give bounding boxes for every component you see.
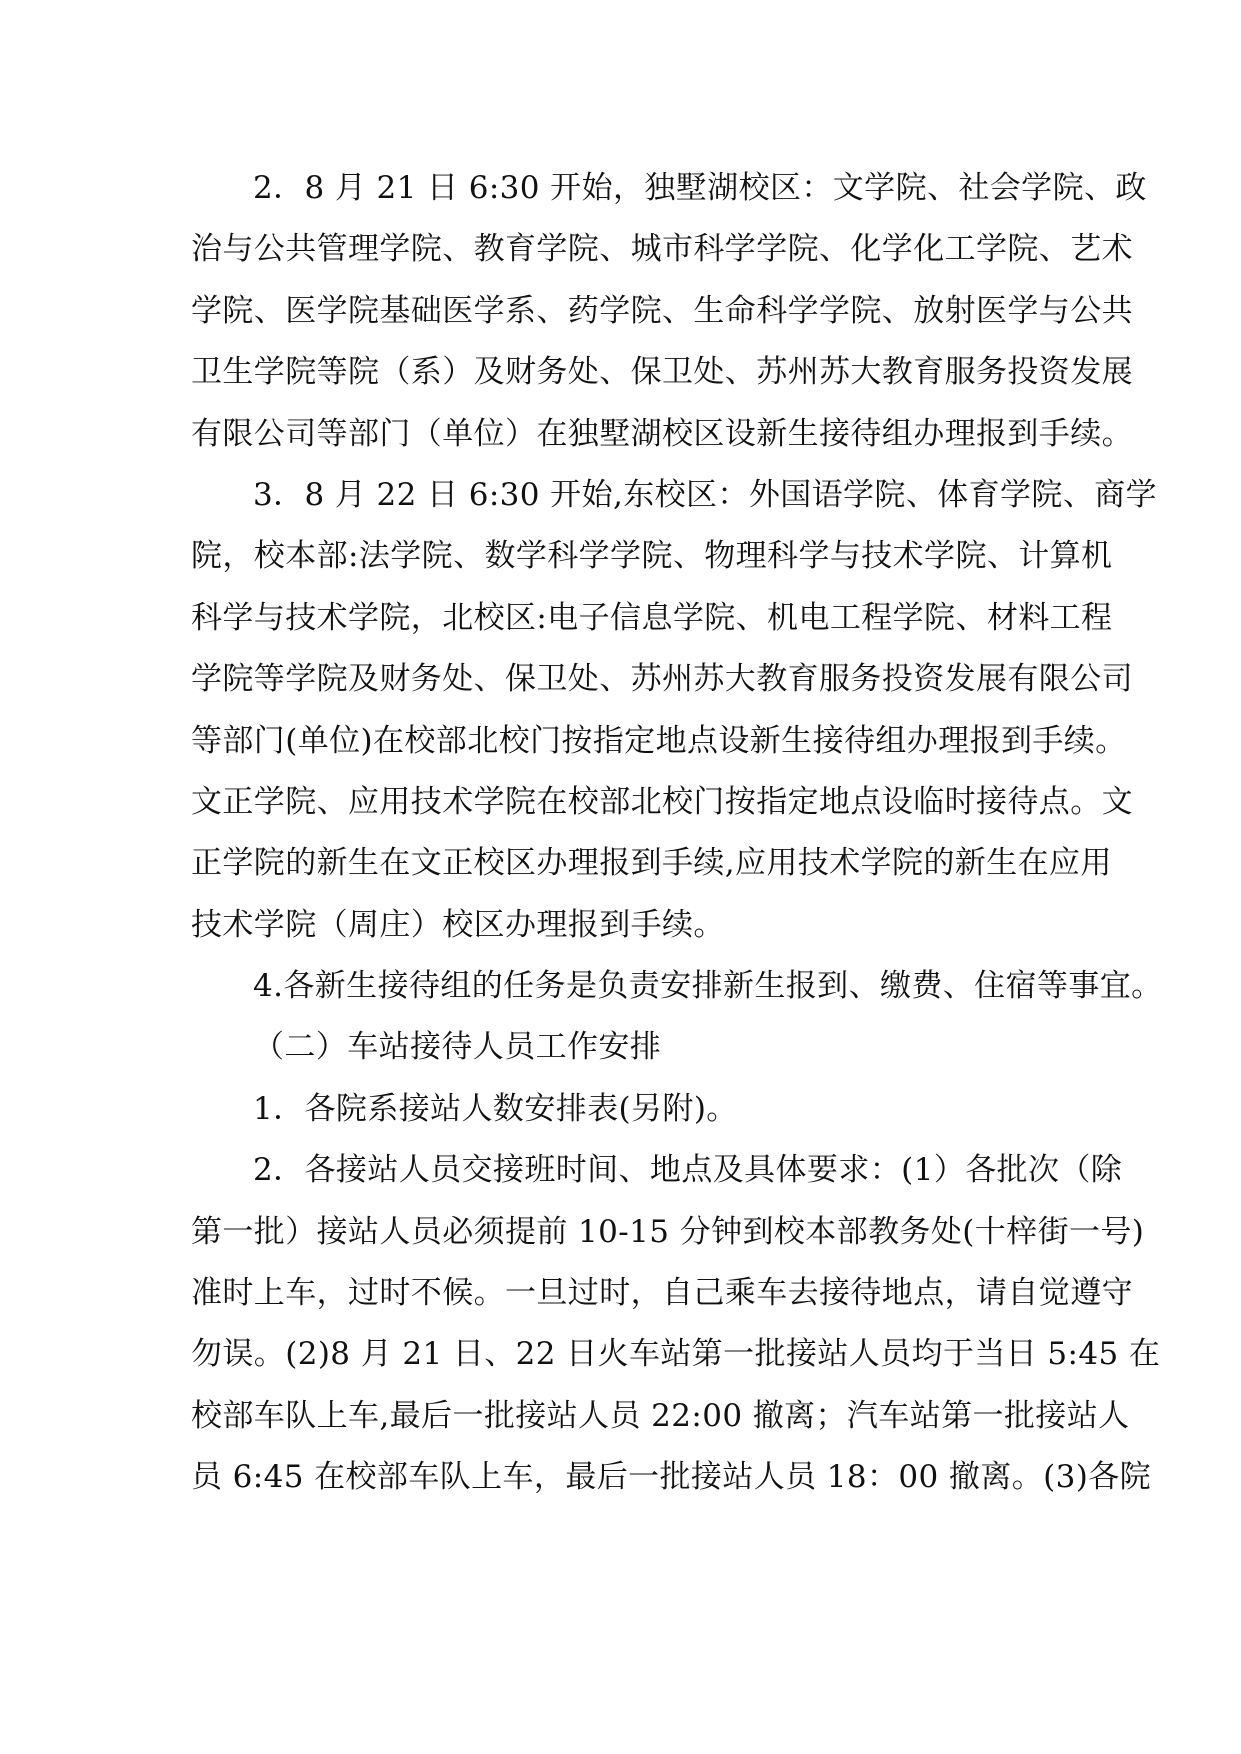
paragraph-3-line-3: 科学与技术学院，北校区:电子信息学院、机电工程学院、材料工程 [191, 599, 1113, 636]
paragraph-3-line-2: 院，校本部:法学院、数学科学学院、物理科学与技术学院、计算机 [191, 538, 1113, 575]
paragraph-3-line-4: 学院等学院及财务处、保卫处、苏州苏大教育服务投资发展有限公司 [191, 661, 1133, 698]
paragraph-3-line-8: 技术学院（周庄）校区办理报到手续。 [191, 906, 725, 943]
paragraph-3-line-5: 等部门(单位)在校部北校门按指定地点设新生接待组办理报到手续。 [191, 722, 1127, 759]
item-2-line-2: 第一批）接站人员必须提前 10-15 分钟到校本部教务处(十梓街一号) [191, 1213, 1145, 1250]
item-2-line-6: 员 6:45 在校部车队上车，最后一批接站人员 18：00 撤离。(3)各院 [191, 1459, 1152, 1496]
section-heading: （二）车站接待人员工作安排 [253, 1029, 662, 1066]
paragraph-4: 4.各新生接待组的任务是负责安排新生报到、缴费、住宿等事宜。 [253, 968, 1163, 1005]
paragraph-2-line-4: 卫生学院等院（系）及财务处、保卫处、苏州苏大教育服务投资发展 [191, 354, 1133, 391]
item-2-line-1: 2．各接站人员交接班时间、地点及具体要求：(1）各批次（除 [253, 1152, 1123, 1189]
item-2-line-3: 准时上车，过时不候。一旦过时，自己乘车去接待地点，请自觉遵守 [191, 1275, 1133, 1312]
paragraph-2-line-3: 学院、医学院基础医学系、药学院、生命科学学院、放射医学与公共 [191, 292, 1133, 329]
item-2-line-4: 勿误。(2)8 月 21 日、22 日火车站第一批接站人员均于当日 5:45 在 [191, 1336, 1161, 1373]
paragraph-3-line-7: 正学院的新生在文正校区办理报到手续,应用技术学院的新生在应用 [191, 845, 1112, 882]
item-2-line-5: 校部车队上车,最后一批接站人员 22:00 撤离；汽车站第一批接站人 [191, 1397, 1130, 1434]
paragraph-3-line-1: 3．8 月 22 日 6:30 开始,东校区：外国语学院、体育学院、商学 [253, 476, 1158, 513]
paragraph-2-line-1: 2．8 月 21 日 6:30 开始，独墅湖校区：文学院、社会学院、政 [253, 170, 1147, 206]
body-text [191, 158, 1163, 1509]
paragraph-3-line-6: 文正学院、应用技术学院在校部北校门按指定地点设临时接待点。文 [191, 783, 1133, 820]
paragraph-2-line-2: 治与公共管理学院、教育学院、城市科学学院、化学化工学院、艺术 [191, 231, 1133, 268]
item-1: 1．各院系接站人数安排表(另附)。 [253, 1090, 738, 1127]
paragraph-2-line-5: 有限公司等部门（单位）在独墅湖校区设新生接待组办理报到手续。 [191, 415, 1133, 452]
